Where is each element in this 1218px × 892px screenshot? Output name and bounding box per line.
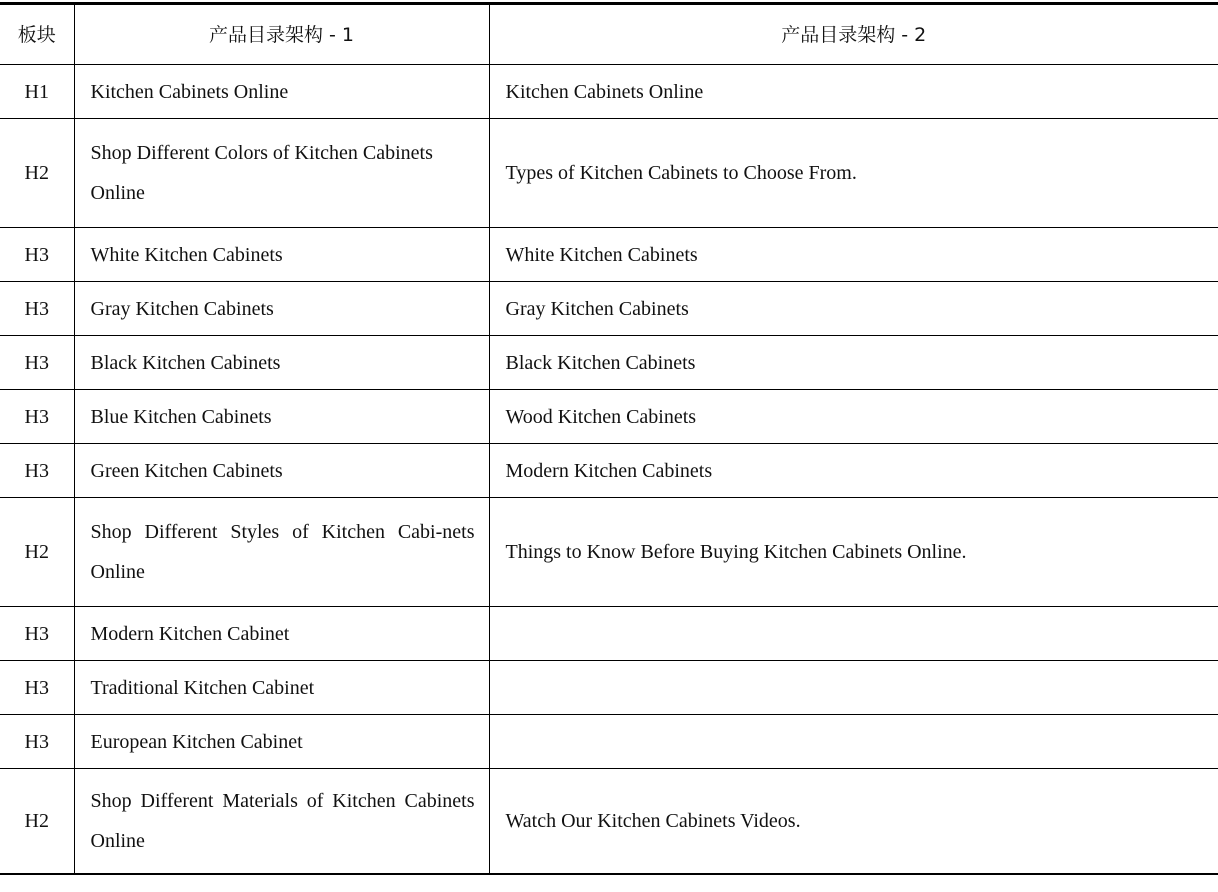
table-row xyxy=(0,769,1218,875)
table-row xyxy=(0,336,1218,390)
architecture-2-cell: Gray Kitchen Cabinets xyxy=(489,282,1218,336)
architecture-1-cell: Shop Different Materials of Kitchen Cabinets Online xyxy=(74,769,489,875)
architecture-1-cell: Shop Different Styles of Kitchen Cabi-nets Online xyxy=(74,498,489,607)
header-row xyxy=(0,4,1218,65)
header-architecture-1: 产品目录架构 - 1 xyxy=(74,4,489,65)
heading-level-cell: H3 xyxy=(0,444,74,498)
heading-level-cell: H3 xyxy=(0,715,74,769)
header-level: 板块 xyxy=(0,4,74,65)
table-body xyxy=(0,65,1218,875)
architecture-1-cell: Black Kitchen Cabinets xyxy=(74,336,489,390)
heading-level-cell: H3 xyxy=(0,390,74,444)
architecture-2-cell: White Kitchen Cabinets xyxy=(489,228,1218,282)
catalog-structure-table xyxy=(0,2,1218,875)
architecture-1-cell: European Kitchen Cabinet xyxy=(74,715,489,769)
architecture-1-cell: Modern Kitchen Cabinet xyxy=(74,607,489,661)
architecture-1-cell: White Kitchen Cabinets xyxy=(74,228,489,282)
architecture-2-cell xyxy=(489,715,1218,769)
architecture-1-cell: Shop Different Colors of Kitchen Cabinets Online xyxy=(74,119,489,228)
table-row xyxy=(0,444,1218,498)
heading-level-cell: H3 xyxy=(0,607,74,661)
table-row xyxy=(0,65,1218,119)
heading-level-cell: H2 xyxy=(0,498,74,607)
table-row xyxy=(0,607,1218,661)
heading-level-cell: H1 xyxy=(0,65,74,119)
architecture-2-cell: Things to Know Before Buying Kitchen Cabinets Online. xyxy=(489,498,1218,607)
architecture-2-cell: Black Kitchen Cabinets xyxy=(489,336,1218,390)
heading-level-cell: H2 xyxy=(0,119,74,228)
heading-level-cell: H2 xyxy=(24,810,49,832)
architecture-2-cell xyxy=(489,607,1218,661)
architecture-1-cell: Gray Kitchen Cabinets xyxy=(74,282,489,336)
architecture-2-cell: Kitchen Cabinets Online xyxy=(489,65,1218,119)
heading-level-cell: H3 xyxy=(0,228,74,282)
heading-level-cell: H3 xyxy=(0,282,74,336)
table-header xyxy=(0,4,1218,65)
table-row xyxy=(0,498,1218,607)
architecture-2-cell: Modern Kitchen Cabinets xyxy=(489,444,1218,498)
heading-level-cell: H3 xyxy=(0,661,74,715)
table-row xyxy=(0,715,1218,769)
table-row xyxy=(0,661,1218,715)
table-row xyxy=(0,282,1218,336)
architecture-2-cell: Watch Our Kitchen Cabinets Videos. xyxy=(489,769,1218,875)
architecture-2-cell: Wood Kitchen Cabinets xyxy=(489,390,1218,444)
architecture-2-cell: Types of Kitchen Cabinets to Choose From. xyxy=(489,119,1218,228)
table-row xyxy=(0,119,1218,228)
architecture-1-cell: Green Kitchen Cabinets xyxy=(74,444,489,498)
architecture-1-cell: Traditional Kitchen Cabinet xyxy=(74,661,489,715)
table-row xyxy=(0,228,1218,282)
architecture-1-cell: Blue Kitchen Cabinets xyxy=(74,390,489,444)
table-row xyxy=(0,390,1218,444)
architecture-1-cell: Kitchen Cabinets Online xyxy=(74,65,489,119)
heading-level-cell: H3 xyxy=(0,336,74,390)
architecture-2-cell xyxy=(489,661,1218,715)
header-architecture-2: 产品目录架构 - 2 xyxy=(489,4,1218,65)
